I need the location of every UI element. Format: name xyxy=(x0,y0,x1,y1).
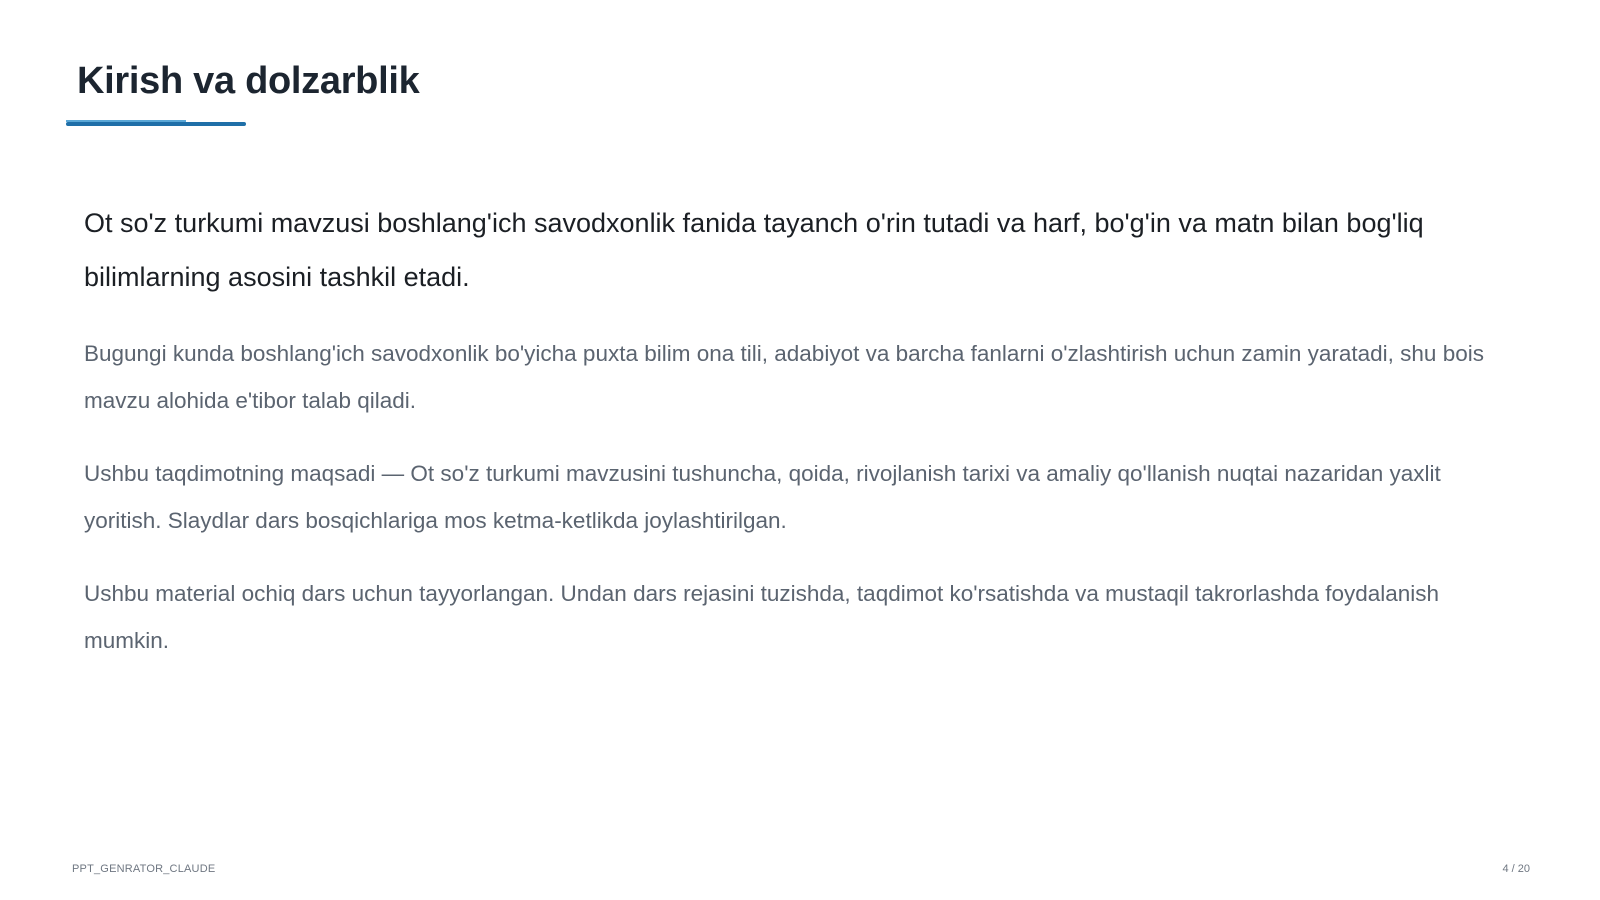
body-paragraph-2: Ushbu taqdimotning maqsadi — Ot so'z turkumi mavzusini tushuncha, qoida, rivojlanish tarixi va amaliy qo'llanish nuqtai nazaridan yaxlit yoritish. Slaydlar dars bosqichlariga mos ketma-ketlikda joylashtirilgan. xyxy=(84,461,1441,533)
slide-title: Kirish va dolzarblik xyxy=(77,60,420,102)
title-underline-accent xyxy=(66,120,186,122)
body-paragraph-1: Bugungi kunda boshlang'ich savodxonlik bo'yicha puxta bilim ona tili, adabiyot va barcha fanlarni o'zlashtirish uchun zamin yaratadi, shu bois mavzu alohida e'tibor talab qiladi. xyxy=(84,341,1484,413)
lead-paragraph: Ot so'z turkumi mavzusi boshlang'ich savodxonlik fanida tayanch o'rin tutadi va harf, bo'g'in va matn bilan bog'liq bilimlarning asosini tashkil etadi. xyxy=(84,208,1424,292)
page-number: 4 / 20 xyxy=(1502,863,1530,875)
title-underline xyxy=(66,122,246,126)
footer-source: PPT_GENRATOR_CLAUDE xyxy=(72,863,216,875)
body-paragraph-3: Ushbu material ochiq dars uchun tayyorlangan. Undan dars rejasini tuzishda, taqdimot ko'rsatishda va mustaqil takrorlashda foydalanish mumkin. xyxy=(84,581,1440,653)
